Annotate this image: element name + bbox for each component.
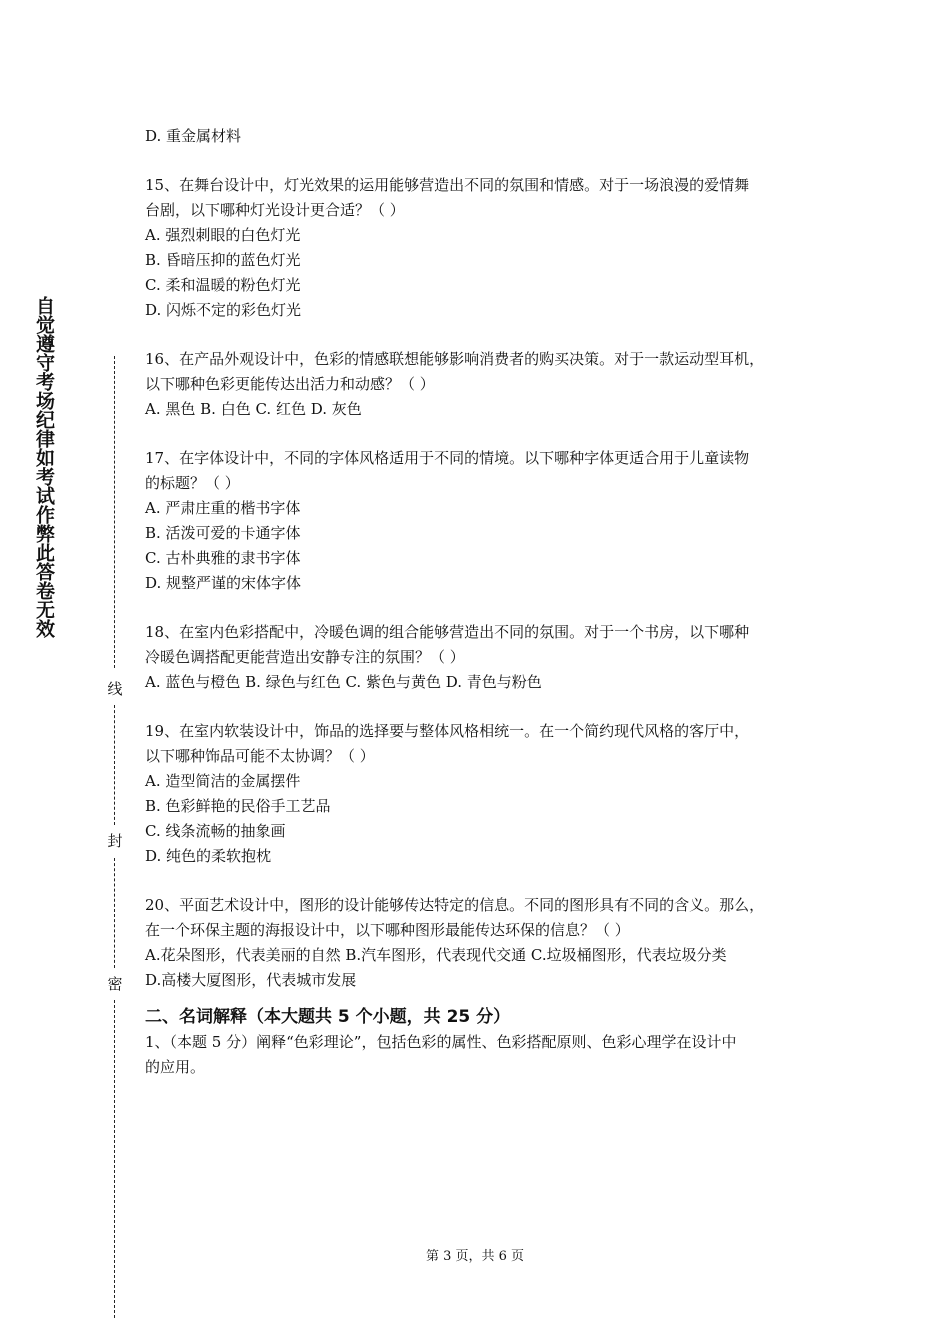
binding-label-xian: 线 [104,680,126,698]
question-text: 的应用。 [145,1058,206,1076]
option-b: B. 活泼可爱的卡通字体 [145,524,301,542]
question-16 [145,347,825,422]
option-a: A. 强烈刺眼的白色灯光 [145,226,301,244]
option-b: B. 昏暗压抑的蓝色灯光 [145,251,301,269]
question-text: 18、在室内色彩搭配中，冷暖色调的组合能够营造出不同的氛围。对于一个书房，以下哪种 [145,623,750,641]
question-20 [145,893,825,993]
binding-line-segment [114,356,115,668]
question-17 [145,446,825,596]
option-c: C. 柔和温暖的粉色灯光 [145,276,301,294]
question-text: 以下哪种色彩更能传达出活力和动感？（ ） [145,375,435,393]
section-2-title: 二、名词解释（本大题共 5 个小题，共 25 分） [145,1007,511,1027]
question-text: 在一个环保主题的海报设计中，以下哪种图形最能传达环保的信息？（ ） [145,921,630,939]
page-number: 第 3 页，共 6 页 [425,1249,525,1264]
question-18 [145,620,825,695]
option-d: D. 纯色的柔软抱枕 [145,847,272,865]
option-d: D. 闪烁不定的彩色灯光 [145,301,302,319]
binding-line-segment [114,858,115,968]
question-text: 1、（本题 5 分）阐释“色彩理论”，包括色彩的属性、色彩搭配原则、色彩心理学在设计中 [145,1033,737,1051]
binding-label-feng: 封 [104,832,126,850]
option-c: C. 线条流畅的抽象画 [145,822,286,840]
question-14-option-d: D. 重金属材料 [145,127,242,145]
question-text: 20、平面艺术设计中，图形的设计能够传达特定的信息。不同的图形具有不同的含义。那么， [145,896,765,914]
question-text: 的标题？（ ） [145,474,240,492]
options: A. 黑色 B. 白色 C. 红色 D. 灰色 [145,400,362,418]
exam-discipline-warning: 自觉遵守考场纪律如考试作弊此答卷无效 [33,296,55,638]
options: D.高楼大厦图形，代表城市发展 [145,971,357,989]
section-2-question-1 [145,1030,825,1080]
question-15 [145,173,825,323]
options: A. 蓝色与橙色 B. 绿色与红色 C. 紫色与黄色 D. 青色与粉色 [145,673,542,691]
question-text: 15、在舞台设计中，灯光效果的运用能够营造出不同的氛围和情感。对于一场浪漫的爱情舞 [145,176,750,194]
exam-content [145,124,825,1080]
option-b: B. 色彩鲜艳的民俗手工艺品 [145,797,331,815]
option-a: A. 造型简洁的金属摆件 [145,772,301,790]
question-text: 冷暖色调搭配更能营造出安静专注的氛围？（ ） [145,648,465,666]
question-text: 16、在产品外观设计中，色彩的情感联想能够影响消费者的购买决策。对于一款运动型耳机， [145,350,765,368]
option-a: A. 严肃庄重的楷书字体 [145,499,301,517]
question-text: 17、在字体设计中，不同的字体风格适用于不同的情境。以下哪种字体更适合用于儿童读物 [145,449,750,467]
binding-line-segment [114,1000,115,1318]
option-d: D. 规整严谨的宋体字体 [145,574,302,592]
question-text: 19、在室内软装设计中，饰品的选择要与整体风格相统一。在一个简约现代风格的客厅中， [145,722,750,740]
options: A.花朵图形，代表美丽的自然 B.汽车图形，代表现代交通 C.垃圾桶图形，代表垃圾分类 [145,946,727,964]
question-19 [145,719,825,869]
option-c: C. 古朴典雅的隶书字体 [145,549,301,567]
question-text: 台剧，以下哪种灯光设计更合适？（ ） [145,201,405,219]
question-text: 以下哪种饰品可能不太协调？（ ） [145,747,375,765]
binding-line-segment [114,705,115,825]
binding-label-mi: 密 [104,975,126,993]
